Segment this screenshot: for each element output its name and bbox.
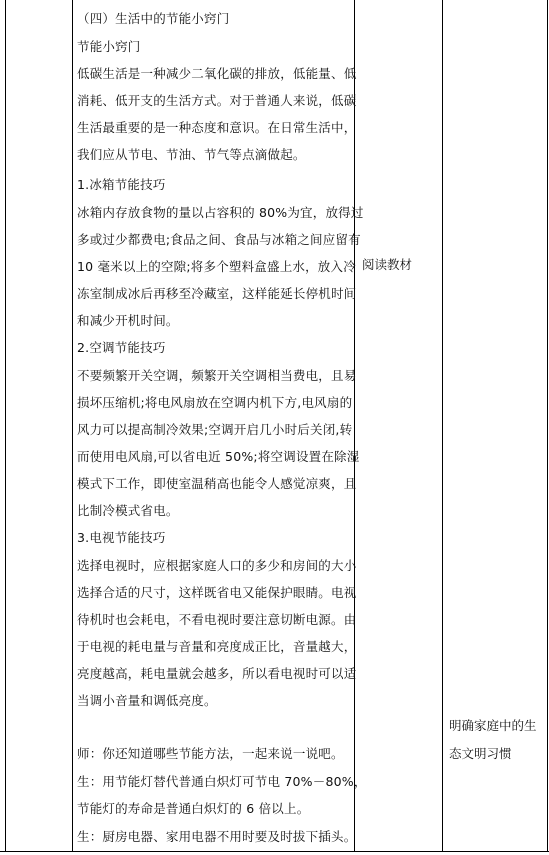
column-divider-3 (442, 0, 443, 852)
fridge-line: 冰箱内存放食物的量以占容积的 80%为宜，放得过 (77, 205, 364, 220)
fridge-heading: 1.冰箱节能技巧 (77, 177, 166, 192)
tv-line: 当调小音量和调低亮度。 (77, 693, 217, 708)
intent-line: 明确家庭中的生 (449, 718, 537, 733)
tv-heading: 3.电视节能技巧 (77, 530, 166, 545)
ac-line: 比制冷模式省电。 (77, 503, 179, 518)
fridge-line: 冻室制成冰后再移至冷藏室，这样能延长停机时间 (77, 286, 357, 301)
student-answer-line: 节能灯的寿命是普通白炽灯的 6 倍以上。 (77, 801, 310, 816)
fridge-line: 和减少开机时间。 (77, 313, 179, 328)
intro-line: 生活最重要的是一种态度和意识。在日常生活中， (77, 120, 357, 135)
teacher-question: 师：你还知道哪些节能方法，一起来说一说吧。 (77, 746, 344, 761)
table-border-left (5, 0, 6, 852)
ac-heading: 2.空调节能技巧 (77, 340, 166, 355)
student-answer-line: 生：用节能灯替代普通白炽灯可节电 70%－80%， (77, 774, 367, 789)
tv-line: 待机时也会耗电，不看电视时要注意切断电源。由 (77, 612, 357, 627)
intent-line: 态文明习惯 (449, 746, 512, 761)
column-divider-1 (72, 0, 73, 852)
tv-line: 选择电视时，应根据家庭人口的多少和房间的大小 (77, 558, 357, 573)
fridge-line: 10 毫米以上的空隙;将多个塑料盒盛上水，放入冷 (77, 259, 356, 274)
tv-line: 于电视的耗电量与音量和亮度成正比，音量越大， (77, 639, 357, 654)
intro-line: 我们应从节电、节油、节气等点滴做起。 (77, 147, 306, 162)
ac-line: 风力可以提高制冷效果;空调开启几小时后关闭,转 (77, 422, 353, 437)
fridge-line: 多或过少都费电;食品之间、食品与冰箱之间应留有 (77, 232, 361, 247)
tv-line: 亮度越高，耗电量就会越多，所以看电视时可以适 (77, 666, 357, 681)
activity-text: 阅读教材 (362, 257, 413, 272)
ac-line: 模式下工作，即使室温稍高也能令人感觉凉爽，且 (77, 476, 357, 491)
section-title: （四）生活中的节能小窍门 (77, 11, 230, 26)
intro-line: 消耗、低开支的生活方式。对于普通人来说，低碳 (77, 93, 357, 108)
intro-line: 低碳生活是一种减少二氧化碳的排放，低能量、低 (77, 66, 357, 81)
tv-line: 选择合适的尺寸，这样既省电又能保护眼睛。电视 (77, 585, 357, 600)
subtitle: 节能小窍门 (77, 39, 141, 54)
teaching-content-cell (77, 0, 367, 852)
student-answer: 生：厨房电器、家用电器不用时要及时拔下插头。 (77, 829, 357, 844)
ac-line: 不要频繁开关空调，频繁开关空调相当费电，且易 (77, 368, 357, 383)
ac-line: 而使用电风扇,可以省电近 50%;将空调设置在除湿 (77, 449, 360, 464)
student-activity-cell (357, 0, 441, 852)
ac-line: 损坏压缩机;将电风扇放在空调内机下方,电风扇的 (77, 395, 353, 410)
design-intent-cell (445, 0, 549, 852)
